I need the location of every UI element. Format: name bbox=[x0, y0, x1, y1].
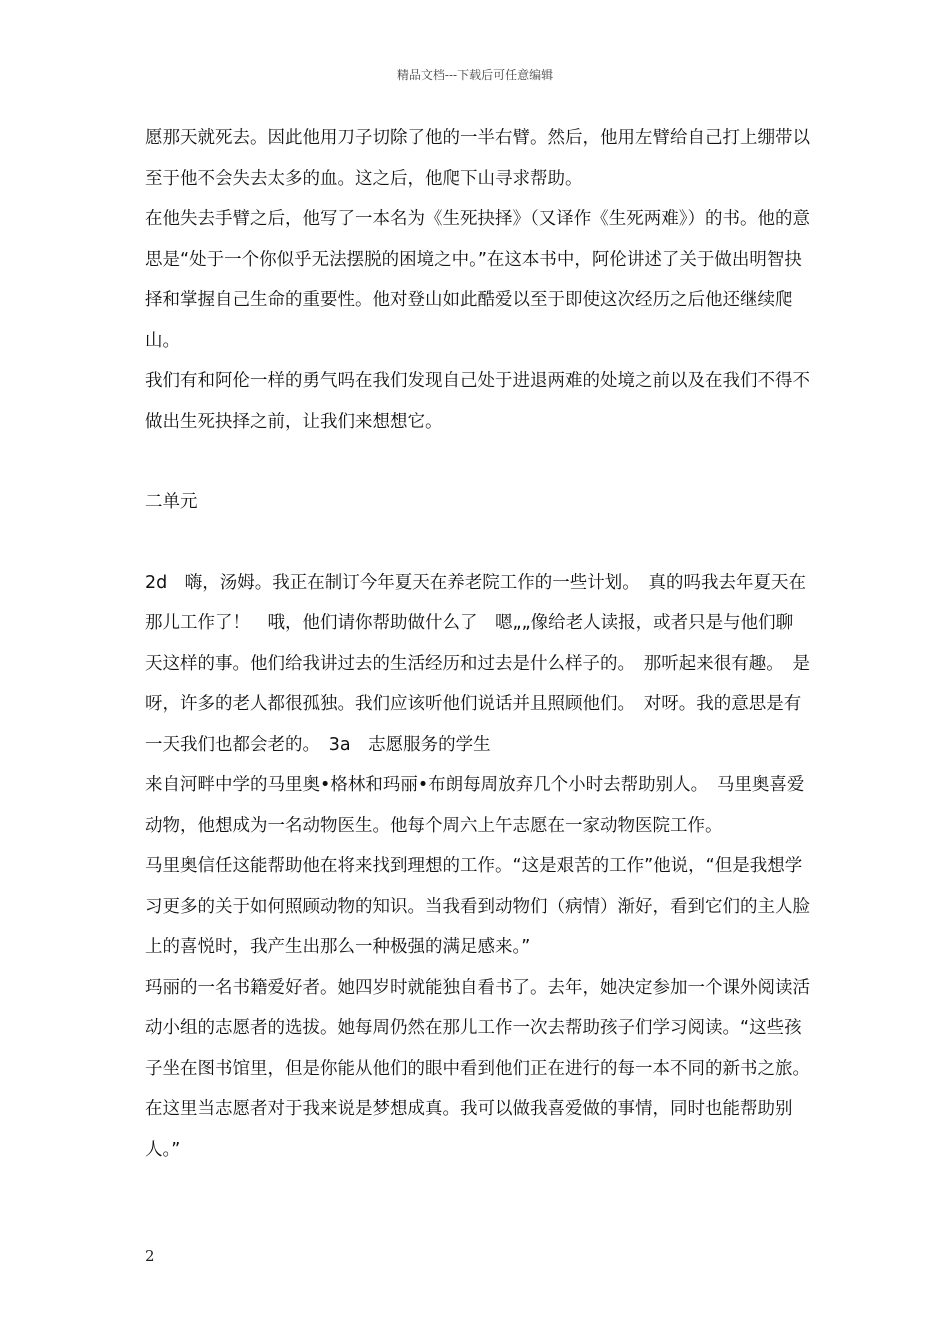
paragraph-2: 在他失去手臂之后，他写了一本名为《生死抉择》（又译作《生死两难》）的书。他的意思是“处于一个你似乎无法摆脱的困境之中。”在这本书中，阿伦讲述了关于做出明智抉择和掌握自己生命的重要性。他对登山如此酷爱以至于即使这次经历之后他还继续爬山。 bbox=[145, 209, 810, 351]
document-body bbox=[145, 118, 810, 1170]
section-title: 二单元 bbox=[145, 492, 198, 512]
paragraph-4: 2d 嗨，汤姆。我正在制订今年夏天在养老院工作的一些计划。 真的吗我去年夏天在那儿工作了！ 哦，他们请你帮助做什么了 嗯„„像给老人读报，或者只是与他们聊天这样的事。他们给我讲过去的生活经历和过去是什么样子的。 那听起来很有趣。 是呀，许多的老人都很孤独。我们应该听他们说话并且照顾他们。 对呀。我的意思是有一天我们也都会老的。 3a 志愿服务的学生 bbox=[145, 572, 810, 755]
page-number: 2 bbox=[145, 1247, 155, 1265]
spacer bbox=[145, 442, 810, 482]
spacer bbox=[145, 523, 810, 563]
page-header: 精品文档---下载后可任意编辑 bbox=[396, 68, 554, 82]
paragraph-3: 我们有和阿伦一样的勇气吗在我们发现自己处于进退两难的处境之前以及在我们不得不做出生死抉择之前，让我们来想想它。 bbox=[145, 371, 810, 432]
paragraph-6: 马里奥信任这能帮助他在将来找到理想的工作。“这是艰苦的工作”他说，“但是我想学习更多的关于如何照顾动物的知识。当我看到动物们（病情）渐好，看到它们的主人脸上的喜悦时，我产生出那么一种极强的满足感来。” bbox=[145, 856, 810, 957]
paragraph-5: 来自河畔中学的马里奥•格林和玛丽•布朗每周放弃几个小时去帮助别人。 马里奥喜爱动物，他想成为一名动物医生。他每个周六上午志愿在一家动物医院工作。 bbox=[145, 775, 805, 836]
paragraph-7: 玛丽的一名书籍爱好者。她四岁时就能独自看书了。去年，她决定参加一个课外阅读活动小组的志愿者的选拔。她每周仍然在那儿工作一次去帮助孩子们学习阅读。“这些孩子坐在图书馆里，但是你能从他们的眼中看到他们正在进行的每一本不同的新书之旅。在这里当志愿者对于我来说是梦想成真。我可以做我喜爱做的事情，同时也能帮助别人。” bbox=[145, 977, 810, 1160]
paragraph-1: 愿那天就死去。因此他用刀子切除了他的一半右臂。然后，他用左臂给自己打上绷带以至于他不会失去太多的血。这之后，他爬下山寻求帮助。 bbox=[145, 128, 810, 189]
